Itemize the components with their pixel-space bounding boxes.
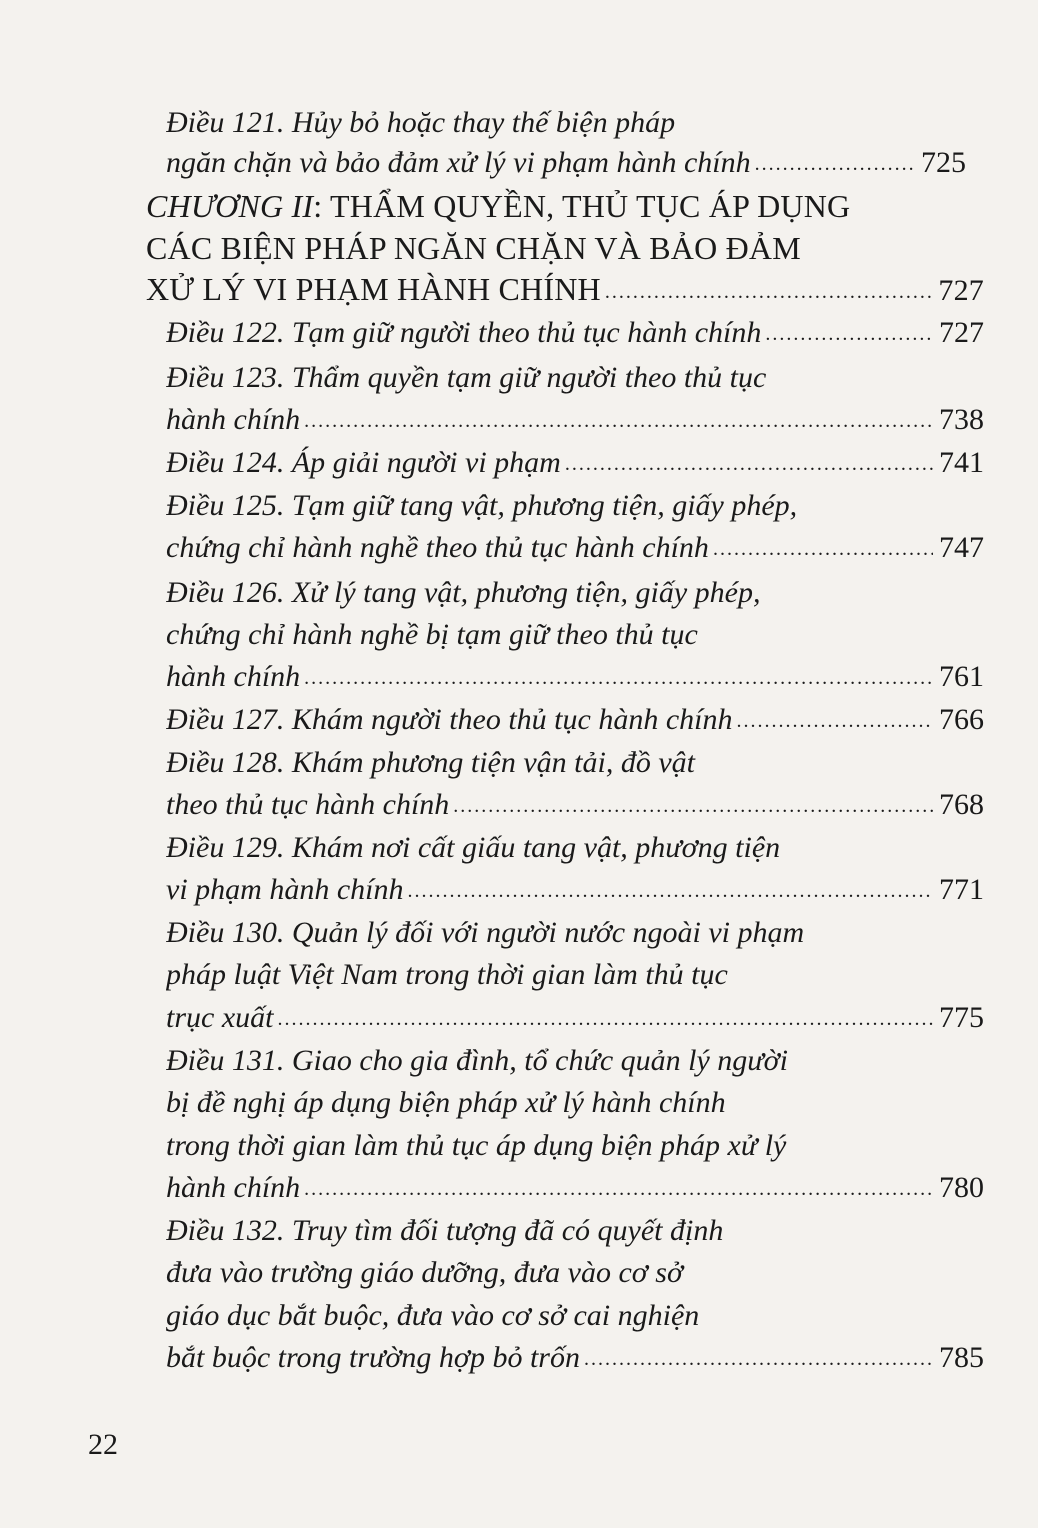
chapter-heading-line3: XỬ LÝ VI PHẠM HÀNH CHÍNH ..... 727: [146, 268, 984, 308]
toc-entry-128-line1: Điều 128. Khám phương tiện vận tải, đồ vật: [166, 746, 695, 779]
toc-entry-129-line2: vi phạm hành chính ..... 771: [166, 867, 984, 907]
toc-entry-132-line4: bắt buộc trong trường hợp bỏ trốn ..... 785: [166, 1335, 984, 1375]
leader-dots: [407, 881, 933, 901]
leader-dots: [765, 324, 933, 344]
toc-entry-123-line2: hành chính ..... 738: [166, 397, 984, 437]
leader-dots: [565, 454, 933, 474]
leader-dots: [453, 796, 933, 816]
leader-dots: [713, 539, 933, 559]
leader-dots: [605, 282, 933, 302]
toc-entry-132-line2: đưa vào trường giáo dưỡng, đưa vào cơ sở: [166, 1256, 683, 1289]
leader-dots: [304, 1179, 933, 1199]
chapter-heading-line1: CHƯƠNG II : THẨM QUYỀN, THỦ TỤC ÁP DỤNG: [146, 188, 851, 224]
toc-entry-124: Điều 124. Áp giải người vi phạm ..... 741: [166, 440, 984, 480]
leader-dots: [584, 1349, 933, 1369]
leader-dots: [304, 411, 933, 431]
page-number: 22: [88, 1428, 118, 1461]
toc-entry-132-line3: giáo dục bắt buộc, đưa vào cơ sở cai nghiện: [166, 1299, 700, 1332]
page-ref: 727: [939, 316, 984, 349]
toc-entry-127: Điều 127. Khám người theo thủ tục hành chính ..... 766: [166, 697, 984, 737]
page-ref: 766: [939, 703, 984, 736]
toc-entry-131-line2: bị đề nghị áp dụng biện pháp xử lý hành chính: [166, 1086, 726, 1119]
toc-entry-131-line1: Điều 131. Giao cho gia đình, tổ chức quản lý người: [166, 1044, 788, 1077]
toc-entry-131-line3: trong thời gian làm thủ tục áp dụng biện pháp xử lý: [166, 1129, 787, 1162]
leader-dots: [736, 711, 933, 731]
toc-entry-132-line1: Điều 132. Truy tìm đối tượng đã có quyết định: [166, 1214, 724, 1247]
page-ref: 761: [939, 660, 984, 693]
toc-entry-123-line1: Điều 123. Thẩm quyền tạm giữ người theo thủ tục: [166, 361, 767, 394]
page-ref: 741: [939, 446, 984, 479]
page-ref: 780: [939, 1171, 984, 1204]
page-ref: 775: [939, 1001, 984, 1034]
toc-entry-126-line1: Điều 126. Xử lý tang vật, phương tiện, giấy phép,: [166, 576, 761, 609]
page-ref: 738: [939, 403, 984, 436]
toc-entry-121-line2: ngăn chặn và bảo đảm xử lý vi phạm hành chính ..... 725: [166, 140, 966, 180]
page-ref: 727: [938, 274, 984, 307]
toc-entry-121-line1: Điều 121. Hủy bỏ hoặc thay thế biện pháp: [166, 106, 676, 139]
leader-dots: [304, 668, 933, 688]
toc-entry-129-line1: Điều 129. Khám nơi cất giấu tang vật, phương tiện: [166, 831, 781, 864]
page-ref: 747: [939, 531, 984, 564]
toc-entry-126-line2: chứng chỉ hành nghề bị tạm giữ theo thủ tục: [166, 618, 698, 651]
toc-entry-130-line3: trục xuất ..... 775: [166, 995, 984, 1035]
toc-entry-130-line2: pháp luật Việt Nam trong thời gian làm thủ tục: [166, 958, 728, 991]
page-ref: 771: [939, 873, 984, 906]
toc-entry-128-line2: theo thủ tục hành chính ..... 768: [166, 782, 984, 822]
chapter-heading-line2: CÁC BIỆN PHÁP NGĂN CHẶN VÀ BẢO ĐẢM: [146, 230, 801, 266]
page-ref: 785: [939, 1341, 984, 1374]
toc-entry-126-line3: hành chính ..... 761: [166, 654, 984, 694]
toc-entry-131-line4: hành chính ..... 780: [166, 1165, 984, 1205]
page-ref: 768: [939, 788, 984, 821]
toc-entry-125-line2: chứng chỉ hành nghề theo thủ tục hành chính ..... 747: [166, 525, 984, 565]
leader-dots: [755, 154, 915, 174]
leader-dots: [277, 1009, 933, 1029]
toc-entry-125-line1: Điều 125. Tạm giữ tang vật, phương tiện, giấy phép,: [166, 489, 798, 522]
toc-entry-122: Điều 122. Tạm giữ người theo thủ tục hành chính ..... 727: [166, 310, 984, 350]
toc-entry-130-line1: Điều 130. Quản lý đối với người nước ngoài vi phạm: [166, 916, 805, 949]
page-ref: 725: [921, 146, 966, 179]
